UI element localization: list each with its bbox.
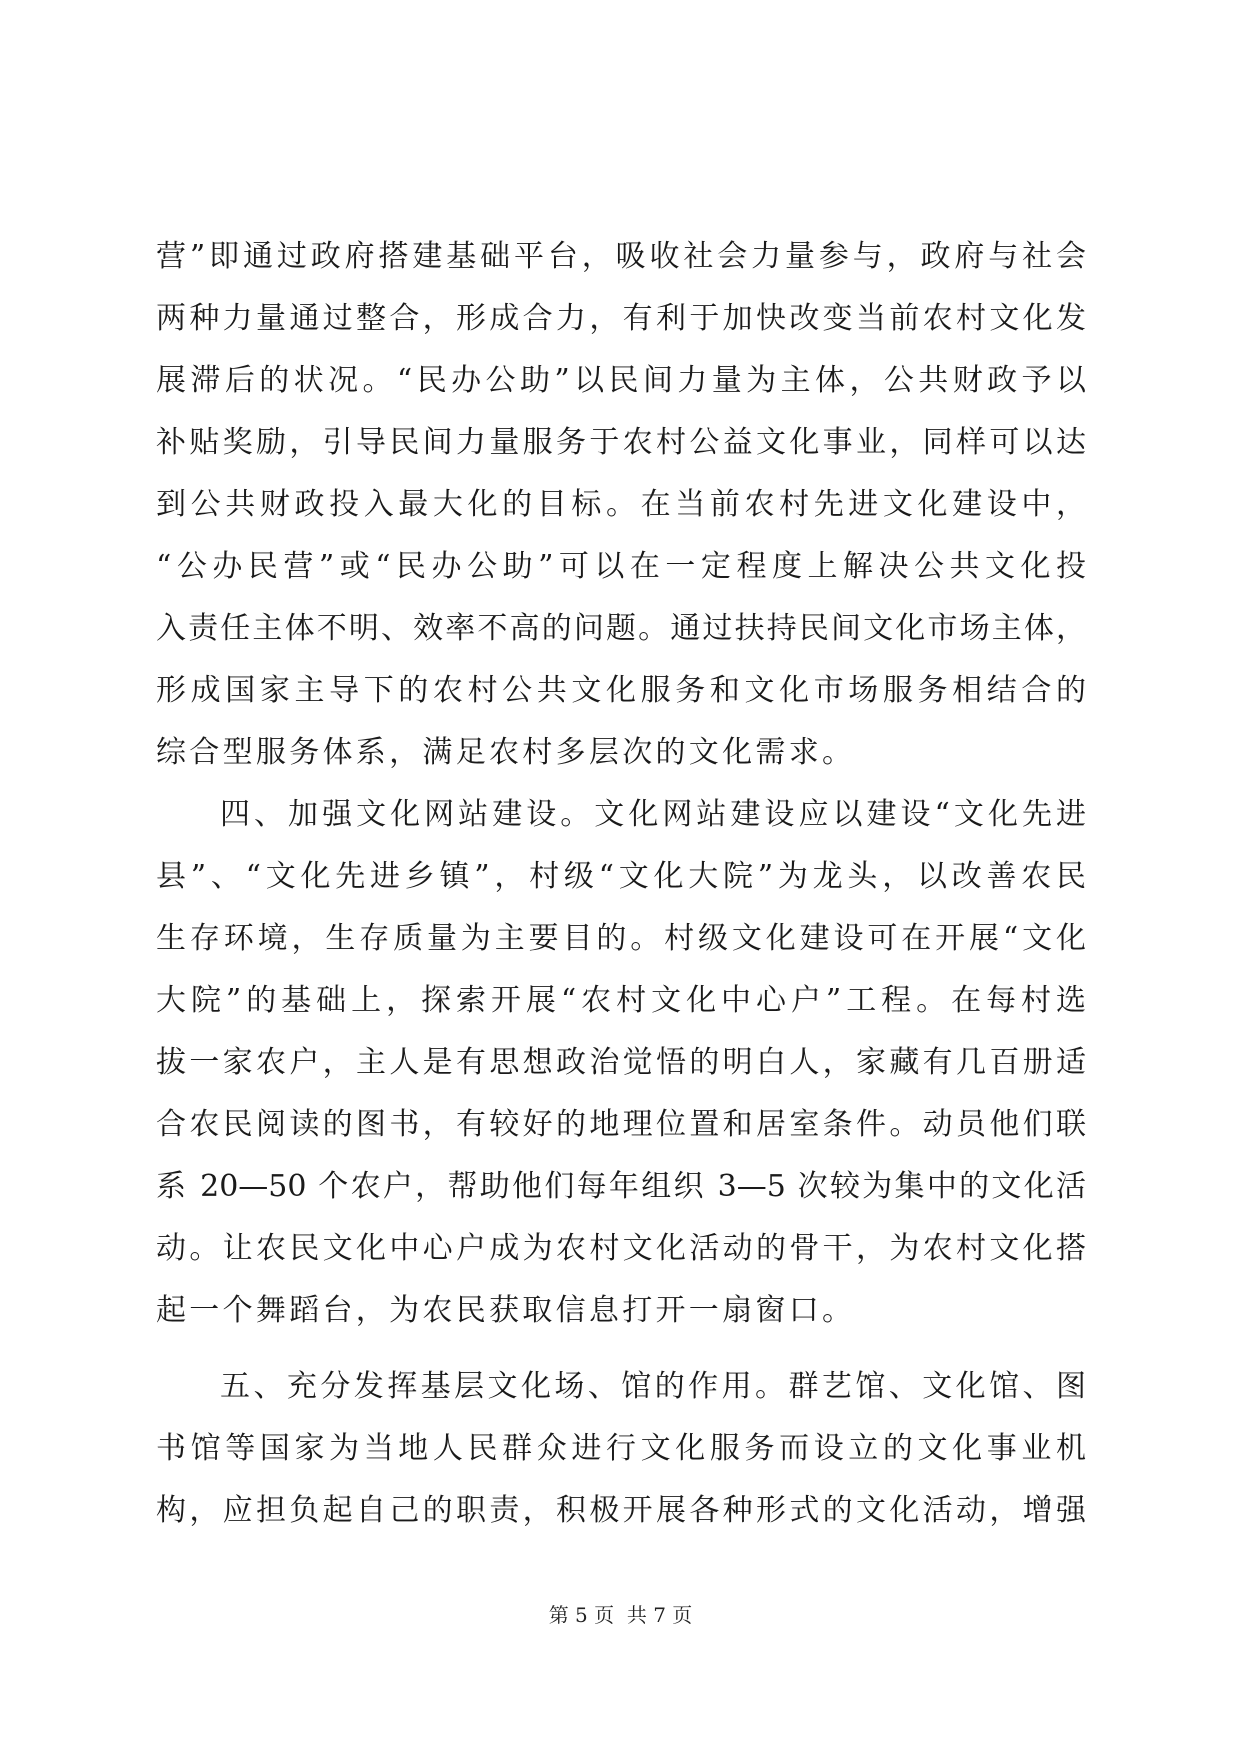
text-line: “公办民营”或“民办公助”可以在一定程度上解决公共文化投 <box>156 549 1086 584</box>
text-line: 生存环境，生存质量为主要目的。村级文化建设可在开展“文化 <box>156 921 1086 956</box>
paragraph-gap <box>156 1342 1086 1356</box>
text-line: 系 20—50 个农户，帮助他们每年组织 3—5 次较为集中的文化活 <box>156 1169 1086 1204</box>
text-line: 形成国家主导下的农村公共文化服务和文化市场服务相结合的 <box>156 673 1086 708</box>
text-line: 动。让农民文化中心户成为农村文化活动的骨干，为农村文化搭 <box>156 1231 1086 1266</box>
text-line: 县”、“文化先进乡镇”，村级“文化大院”为龙头，以改善农民 <box>156 859 1086 894</box>
text-line: 起一个舞蹈台，为农民获取信息打开一扇窗口。 <box>156 1293 856 1328</box>
text-line: 营”即通过政府搭建基础平台，吸收社会力量参与，政府与社会 <box>156 239 1086 274</box>
text-line: 合农民阅读的图书，有较好的地理位置和居室条件。动员他们联 <box>156 1107 1086 1142</box>
page-footer <box>0 1601 1241 1629</box>
text-line: 综合型服务体系，满足农村多层次的文化需求。 <box>156 735 856 770</box>
paragraph-heading-line: 四、加强文化网站建设。文化网站建设应以建设“文化先进 <box>220 797 1086 832</box>
text-line: 拔一家农户，主人是有思想政治觉悟的明白人，家藏有几百册适 <box>156 1045 1086 1080</box>
paragraph-heading-line: 五、充分发挥基层文化场、馆的作用。群艺馆、文化馆、图 <box>220 1369 1086 1404</box>
text-line: 展滞后的状况。“民办公助”以民间力量为主体，公共财政予以 <box>156 363 1086 398</box>
text-line: 书馆等国家为当地人民群众进行文化服务而设立的文化事业机 <box>156 1431 1086 1466</box>
document-body <box>156 226 1086 1542</box>
text-line: 到公共财政投入最大化的目标。在当前农村先进文化建设中， <box>156 487 1086 522</box>
text-line: 构，应担负起自己的职责，积极开展各种形式的文化活动，增强 <box>156 1493 1086 1528</box>
text-line: 大院”的基础上，探索开展“农村文化中心户”工程。在每村选 <box>156 983 1086 1018</box>
page-number-label: 第 5 页 共 7 页 <box>548 1603 693 1627</box>
text-line: 补贴奖励，引导民间力量服务于农村公益文化事业，同样可以达 <box>156 425 1086 460</box>
text-line: 入责任主体不明、效率不高的问题。通过扶持民间文化市场主体， <box>156 611 1086 646</box>
text-line: 两种力量通过整合，形成合力，有利于加快改变当前农村文化发 <box>156 301 1086 336</box>
